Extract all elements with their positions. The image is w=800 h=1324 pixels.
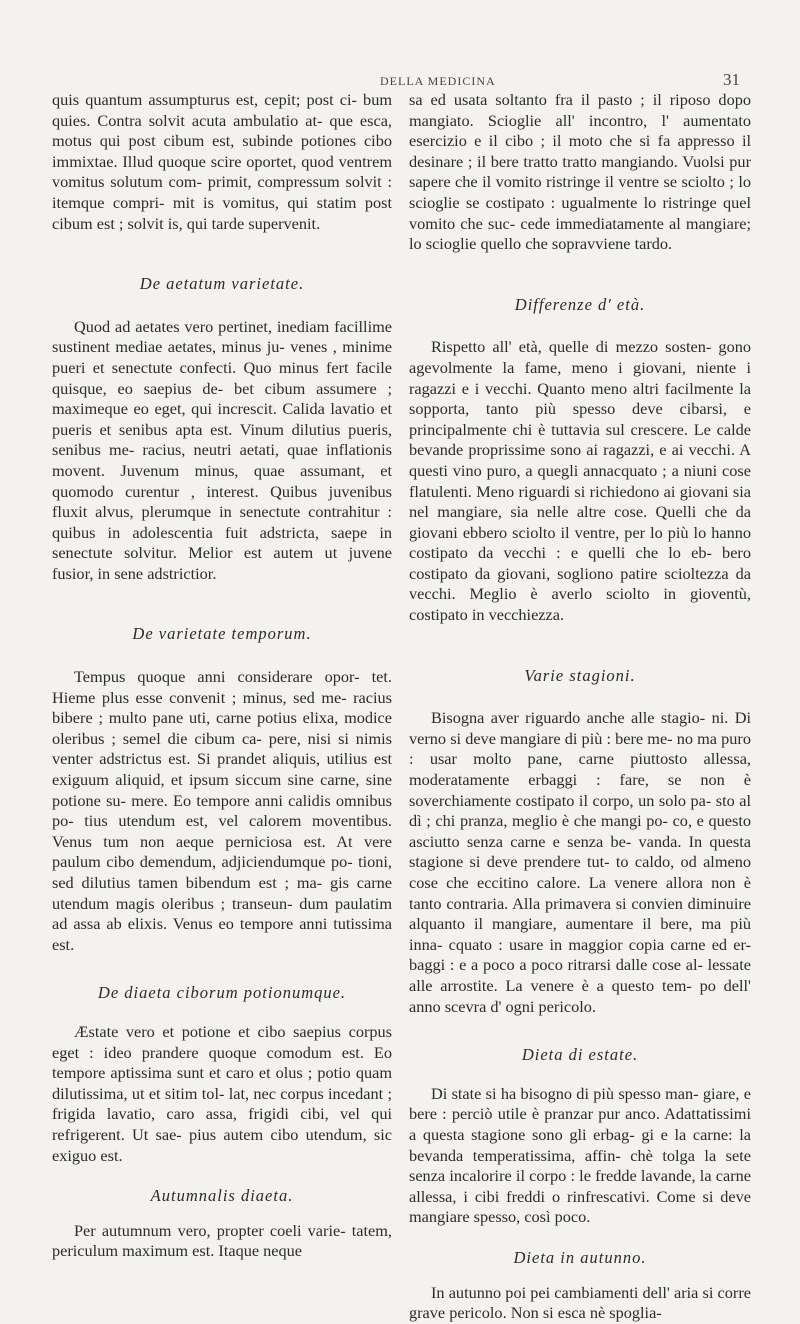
page-number: 31 [723, 70, 740, 89]
running-title: DELLA MEDICINA [380, 74, 496, 88]
latin-paragraph: Quod ad aetates vero pertinet, inediam facillime sustinent mediae aetates, minus ju- venes , minime pueri et senectute confecti. Quo minus fert facile quisque, eo saepius de- bet cibum assumere ; maximeque eo eget, qui increscit. Calida lavatio et pueris et senibus apta est. Vinum dilutius pueris, senibus me- racius, neutri aetati, quae inflationis movent. Juvenum minus, quae assumant, et quomodo curentur , interest. Quibus juvenibus fluxit alvus, plerumque in senectute contrahitur : quibus in adolescentia fuit adstricta, saepe in senectute solvitur. Melior est autem ut juvene fusior, in sene adstrictior. [52, 316, 392, 583]
running-head [0, 72, 800, 92]
italian-paragraph: Rispetto all' età, quelle di mezzo sosten- gono agevolmente la fame, meno i giovani, niente i ragazzi e i vecchi. Quanto meno altri facilmente la sopporta, tanto più spesso deve cibarsi, e principalmente chi è tuttavia sul crescere. Le calde bevande proprissime sono ai ragazzi, e ai vecchi. A questi vino puro, a quegli annacquato ; a niuni cose flatulenti. Meno riguardi si richiedono ai giovani sia nel mangiare, sia nelle altre cose. Quelli che da giovani ebbero sciolto il ventre, per lo più lo hanno costipato da vecchi : e quelli che lo eb- bero costipato da giovani, sogliono patire scioltezza da vecchi. Meglio è averlo sciolto in gioventù, costipato in vecchiezza. [409, 337, 751, 625]
italian-section-heading: Differenze d' età. [514, 294, 646, 314]
italian-section-heading: Dieta in autunno. [513, 1247, 647, 1267]
italian-paragraph: Di state si ha bisogno di più spesso man- giare, e bere : perciò utile è pranzar pur anco. Adattatissimi a questa stagione sono gli erbag- gi e la carne: la bevanda temperatissima, affin- chè tolga la sete senza incalorire il corpo : le fredde lavande, la carne allessa, i cibi freddi o rinfrescativi. Come si deve mangiare spesso, così poco. [409, 1083, 751, 1227]
italian-paragraph: Bisogna aver riguardo anche alle stagio- ni. Di verno si deve mangiare di più : bere me- no ma puro : usar molto pane, carne piuttosto allessa, moderatamente erbaggi : fare, se non è soverchiamente costipato il corpo, un solo pa- sto al dì ; chi pranza, meglio è che mangi po- co, e questo asciutto senza carne e senza be- vanda. In questa stagione si deve prendere tut- to caldo, od almeno cose che eccitino calore. La venere allora non è tanto contraria. Alla primavera si convien diminuire alquanto il mangiare, aumentare il bere, ma più inna- cquato : usare in maggior copia carne ed er- baggi : e a poco a poco ritrarsi dalle cose al- lessate alle arrostite. La venere è a questo tem- po dell' anno scevra d' ogni pericolo. [409, 708, 751, 1016]
latin-column [52, 90, 392, 1262]
latin-section-heading: De varietate temporum. [132, 624, 312, 644]
latin-paragraph: quis quantum assumpturus est, cepit; post ci- bum quies. Contra solvit acuta ambulatio at- que esca, motus qui post cibum est, subinde potiones cibo immixtae. Illud quoque scire oportet, quod ventrem vomitus solutum com- primit, compressum solvit : itemque compri- mit is vomitus, qui statim post cibum est ; solvit is, qui tarde supervenit. [52, 90, 392, 233]
italian-paragraph: sa ed usata soltanto fra il pasto ; il riposo dopo mangiato. Scioglie all' incontro, l' aumentato esercizio e il cibo ; il moto che si fa appresso il desinare ; il bere tratto tratto mangiando. Vuolsi pur sapere che il vomito ristringe il ventre se sciolto ; lo scioglie se costipato : ugualmente lo ristringe quel vomito che suc- cede immediatamente al mangiare; lo scioglie quello che sopravviene tardo. [409, 90, 751, 254]
italian-column [409, 90, 751, 1324]
italian-paragraph: In autunno poi pei cambiamenti dell' aria si corre grave pericolo. Non si esca nè spoglia- [409, 1282, 751, 1323]
latin-paragraph: Per autumnum vero, propter coeli varie- tatem, periculum maximum est. Itaque neque [52, 1220, 392, 1261]
latin-section-heading: De diaeta ciborum potionumque. [97, 983, 347, 1003]
italian-section-heading: Varie stagioni. [524, 665, 636, 685]
latin-paragraph: Tempus quoque anni considerare opor- tet. Hieme plus esse convenit ; minus, sed me- racius bibere ; multo pane uti, carne potius elixa, modice oleribus ; semel die cibum ca- pere, nisi si nimis venter adstrictus est. Si prandet aliquis, utilius est exiguum aliquid, et ipsum siccum sine carne, sine potione su- mere. Eo tempore anni calidis omnibus po- tius utendum est, vel calorem moventibus. Venus tum non aeque perniciosa est. At vere paulum cibo demendum, adjiciendumque po- tioni, sed dilutius tamen bibendum est ; ma- gis carne utendum magis oleribus ; transeun- dum paulatim ad assa ab elixis. Venus eo tempore anni tutissima est. [52, 667, 392, 954]
latin-section-heading: Autumnalis diaeta. [150, 1186, 294, 1206]
latin-section-heading: De aetatum varietate. [139, 274, 305, 294]
latin-paragraph: Æstate vero et potione et cibo saepius corpus eget : ideo prandere quoque comodum est. Eo tempore aptissima sunt et caro et olus ; potio quam dilutissima, ut et sitim tol- lat, nec corpus incedant ; frigida lavatio, caro assa, frigidi cibi, vel qui refrigerent. Ut sae- pius autem cibo utendum, sic exiguo est. [52, 1021, 392, 1165]
italian-section-heading: Dieta di estate. [521, 1045, 639, 1065]
